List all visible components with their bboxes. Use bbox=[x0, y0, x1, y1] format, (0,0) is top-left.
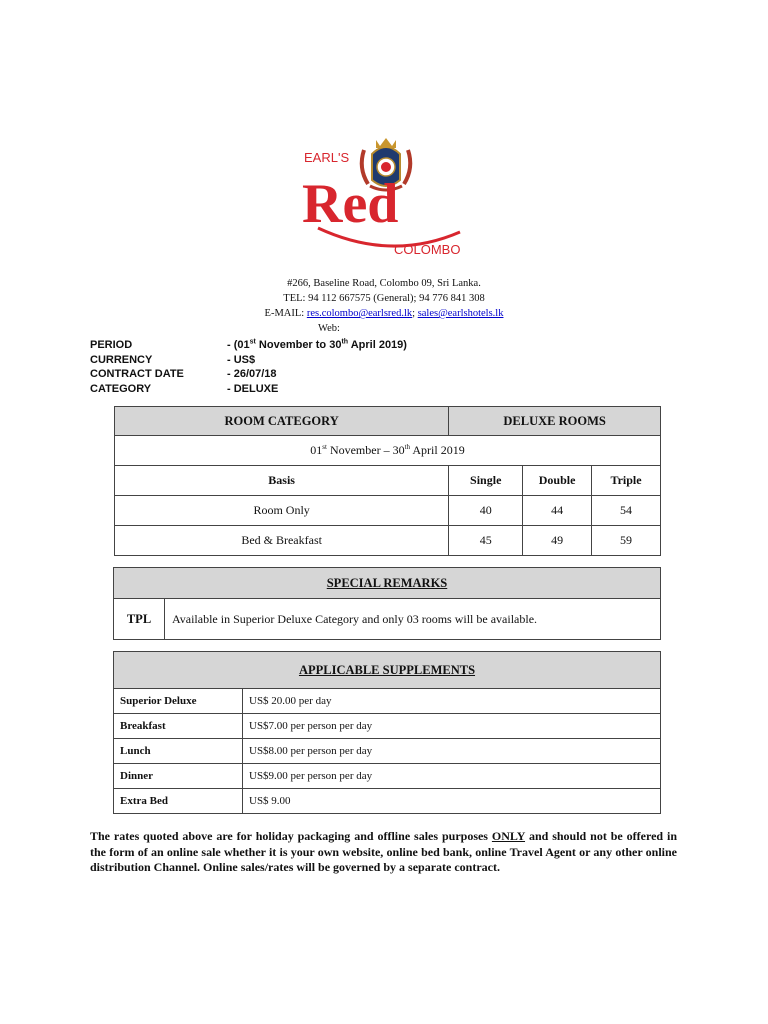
email-label: E-MAIL: bbox=[264, 308, 307, 319]
table-row bbox=[114, 739, 661, 764]
contract-date-value: - 26/07/18 bbox=[227, 368, 277, 380]
email-link-reservations[interactable]: res.colombo@earlsred.lk bbox=[306, 308, 413, 319]
table-row bbox=[115, 526, 661, 556]
email-line bbox=[0, 306, 768, 321]
column-header-triple: Triple bbox=[592, 466, 661, 496]
supplement-value: US$ 9.00 bbox=[243, 789, 661, 814]
web-label: Web: bbox=[318, 323, 340, 334]
table-row bbox=[114, 714, 661, 739]
contract-date-row bbox=[90, 367, 407, 382]
contract-info bbox=[90, 338, 407, 396]
table-row bbox=[114, 689, 661, 714]
period-label: PERIOD bbox=[90, 339, 133, 351]
svg-text:COLOMBO: COLOMBO bbox=[394, 242, 461, 257]
rate-period: 01st November – 30th April 2019 bbox=[115, 436, 661, 466]
telephone-line: TEL: 94 112 667575 (General); 94 776 841 308 bbox=[283, 293, 485, 304]
supplement-value: US$9.00 per person per day bbox=[243, 764, 661, 789]
column-header-basis: Basis bbox=[115, 466, 449, 496]
currency-label: CURRENCY bbox=[90, 353, 153, 366]
only-emphasis: ONLY bbox=[491, 829, 526, 843]
supplement-value: US$ 20.00 per day bbox=[243, 689, 661, 714]
category-row bbox=[90, 382, 407, 397]
triple-rate-cell: 59 bbox=[592, 526, 661, 556]
remark-code: TPL bbox=[114, 599, 165, 640]
email-link-sales[interactable]: sales@earlshotels.lk bbox=[417, 308, 504, 319]
room-rates-table bbox=[114, 406, 661, 556]
supplement-item: Breakfast bbox=[114, 714, 243, 739]
deluxe-rooms-header: DELUXE ROOMS bbox=[449, 407, 661, 436]
supplement-item: Superior Deluxe bbox=[114, 689, 243, 714]
svg-text:Red: Red bbox=[302, 173, 399, 235]
supplement-value: US$8.00 per person per day bbox=[243, 739, 661, 764]
period-row bbox=[90, 338, 407, 353]
contract-date-label: CONTRACT DATE bbox=[90, 368, 184, 380]
period-value: - (01st November to 30th April 2019) bbox=[227, 338, 407, 351]
double-rate-cell: 44 bbox=[523, 496, 592, 526]
triple-rate-cell: 54 bbox=[592, 496, 661, 526]
supplement-item: Lunch bbox=[114, 739, 243, 764]
svg-text:EARL'S: EARL'S bbox=[304, 150, 350, 165]
table-row bbox=[114, 789, 661, 814]
double-rate-cell: 49 bbox=[523, 526, 592, 556]
email-separator: ; bbox=[412, 308, 418, 319]
address-line: #266, Baseline Road, Colombo 09, Sri Lanka. bbox=[287, 278, 481, 289]
table-row bbox=[115, 496, 661, 526]
single-rate-cell: 45 bbox=[449, 526, 523, 556]
currency-value: - US$ bbox=[227, 353, 256, 366]
basis-cell: Room Only bbox=[115, 496, 449, 526]
supplements-title: APPLICABLE SUPPLEMENTS bbox=[114, 652, 661, 689]
table-row bbox=[114, 764, 661, 789]
basis-cell: Bed & Breakfast bbox=[115, 526, 449, 556]
special-remarks-table bbox=[113, 567, 661, 640]
currency-row bbox=[90, 353, 407, 368]
supplement-value: US$7.00 per person per day bbox=[243, 714, 661, 739]
column-header-single: Single bbox=[449, 466, 523, 496]
category-label: CATEGORY bbox=[90, 382, 152, 395]
supplement-item: Extra Bed bbox=[114, 789, 243, 814]
online-sales-disclaimer: The rates quoted above are for holiday packaging and offline sales purposes ONLY and should not be offered in the form of an online sale whether it is your own website, online bed bank, online Travel Agent or any other online distribution Channel. Online sales/rates will be governed by a separate contract. bbox=[90, 829, 677, 874]
column-header-double: Double bbox=[523, 466, 592, 496]
hotel-address-block bbox=[0, 276, 768, 336]
room-category-header: ROOM CATEGORY bbox=[115, 407, 449, 436]
category-value: - DELUXE bbox=[227, 382, 279, 395]
special-remarks-title: SPECIAL REMARKS bbox=[114, 568, 661, 599]
remark-text: Available in Superior Deluxe Category and only 03 rooms will be available. bbox=[165, 599, 661, 640]
supplements-table bbox=[113, 651, 661, 814]
earls-red-logo bbox=[296, 132, 476, 262]
single-rate-cell: 40 bbox=[449, 496, 523, 526]
supplement-item: Dinner bbox=[114, 764, 243, 789]
